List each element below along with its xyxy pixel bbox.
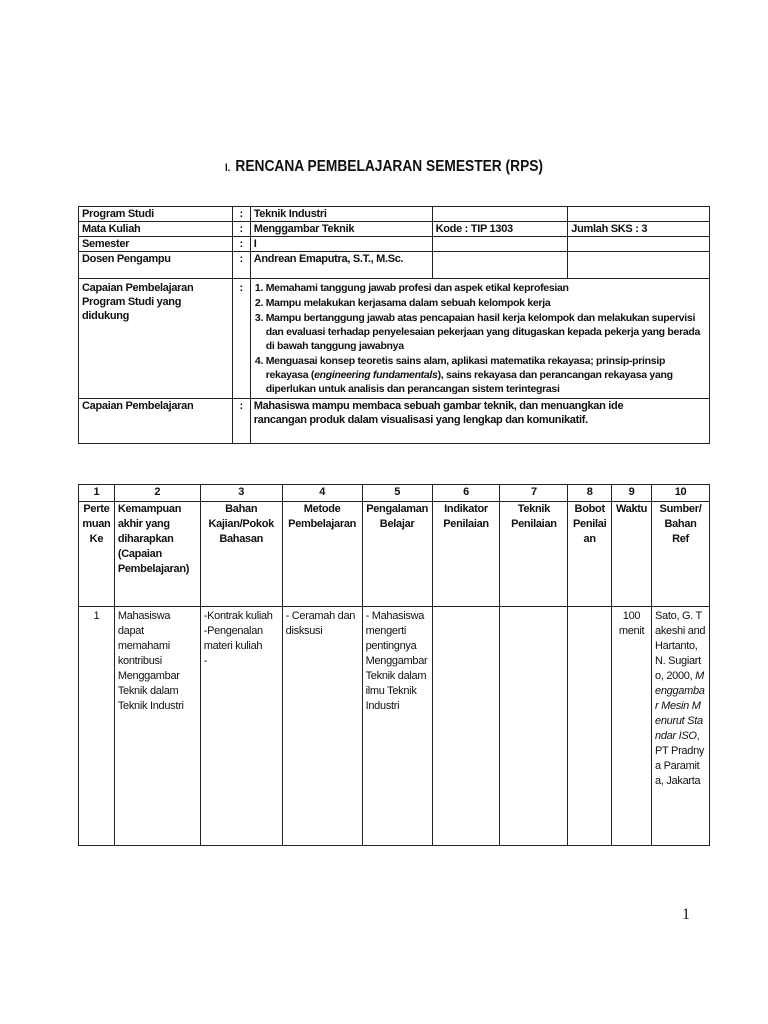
empty-cell <box>432 237 568 252</box>
cell-waktu: 100 menit <box>612 607 652 846</box>
value-semester: I <box>250 237 432 252</box>
label-program-studi: Program Studi <box>79 207 233 222</box>
row-cpl <box>79 279 710 399</box>
schedule-table <box>78 484 710 846</box>
header-waktu: Waktu <box>612 502 652 607</box>
cpl-list-cell <box>250 279 709 399</box>
col-number: 4 <box>282 485 362 502</box>
sumber-publisher: , PT Pradnya Paramita, Jakarta <box>655 730 705 787</box>
header-pengalaman: Pengalaman Belajar <box>362 502 432 607</box>
cpl-item: 3. Mampu bertanggung jawab atas pencapaian hasil kerja kelompok dan melakukan supervisi dan evaluasi terhadap penyelesaian pekerjaan yang ditugaskan kepada pekerja yang berada di bawah tanggung jawabnya <box>266 311 706 353</box>
cell-sumber <box>652 607 710 846</box>
title-numeral: I. <box>224 162 231 174</box>
empty-cell <box>432 207 568 222</box>
col-number: 3 <box>200 485 282 502</box>
bahan-item: -Kontrak kuliah <box>203 610 273 622</box>
page-number: 1 <box>682 906 690 923</box>
row-program-studi <box>79 207 710 222</box>
label-mata-kuliah: Mata Kuliah <box>79 222 233 237</box>
col-number: 5 <box>362 485 432 502</box>
label-cp: Capaian Pembelajaran <box>79 399 233 444</box>
cell-kemampuan: Mahasiswa dapat memahami kontribusi Menggambar Teknik dalam Teknik Industri <box>114 607 200 846</box>
header-kemampuan: Kemampuan akhir yang diharapkan (Capaian Pembelajaran) <box>114 502 200 607</box>
cpl-item-4-rest: ), sains rekayasa dan perancangan rekayasa yang diperlukan untuk analisis dan perancangan sistem terintegrasi <box>265 369 673 395</box>
cpl-item-4-start: Menguasai konsep teoretis sains alam, aplikasi matematika rekayasa; prinsip-prinsip rekayasa ( <box>265 355 666 381</box>
colon: : <box>232 252 250 279</box>
table-row <box>79 607 710 846</box>
value-mata-kuliah: Menggambar Teknik <box>250 222 432 237</box>
value-program-studi: Teknik Industri <box>250 207 432 222</box>
value-cp: Mahasiswa mampu membaca sebuah gambar teknik, dan menuangkan ide rancangan produk dalam visualisasi yang lengkap dan komunikatif. <box>250 399 709 444</box>
kode-mata-kuliah: Kode : TIP 1303 <box>432 222 568 237</box>
colon: : <box>232 222 250 237</box>
colon: : <box>232 207 250 222</box>
row-mata-kuliah <box>79 222 710 237</box>
label-dosen: Dosen Pengampu <box>79 252 233 279</box>
cpl-item-4-italic: engineering fundamentals <box>314 369 438 381</box>
col-number: 10 <box>652 485 710 502</box>
header-teknik: Teknik Penilaian <box>500 502 568 607</box>
row-cp <box>79 399 710 444</box>
col-number: 9 <box>612 485 652 502</box>
col-number: 7 <box>500 485 568 502</box>
label-cpl: Capaian Pembelajaran Program Studi yang didukung <box>79 279 233 399</box>
col-number: 1 <box>79 485 115 502</box>
cpl-list <box>254 281 706 396</box>
sumber-book-title: Menggambar Mesin Menurut Standar ISO <box>655 670 705 742</box>
cpl-item: 2. Mampu melakukan kerjasama dalam sebuah kelompok kerja <box>266 296 706 310</box>
empty-cell <box>432 252 568 279</box>
label-semester: Semester <box>79 237 233 252</box>
header-bobot: Bobot Penilaian <box>568 502 612 607</box>
header-sumber: Sumber/ Bahan Ref <box>652 502 710 607</box>
cell-bobot <box>568 607 612 846</box>
cell-pertemuan: 1 <box>79 607 115 846</box>
col-number: 6 <box>432 485 500 502</box>
col-number: 2 <box>114 485 200 502</box>
cell-bahan <box>200 607 282 846</box>
cell-metode: - Ceramah dan disksusi <box>282 607 362 846</box>
sumber-authors: Sato, G. Takeshi and Hartanto, N. Sugiarto, 2000, <box>655 610 706 682</box>
row-semester <box>79 237 710 252</box>
cell-pengalaman: - Mahasiswa mengerti pentingnya Menggambar Teknik dalam ilmu Teknik Industri <box>362 607 432 846</box>
header-pertemuan: Pertemuan Ke <box>79 502 115 607</box>
value-dosen: Andrean Emaputra, S.T., M.Sc. <box>250 252 432 279</box>
header-metode: Metode Pembelajaran <box>282 502 362 607</box>
column-number-row <box>79 485 710 502</box>
colon: : <box>232 279 250 399</box>
row-dosen <box>79 252 710 279</box>
cell-teknik <box>500 607 568 846</box>
page-title <box>54 158 714 176</box>
colon: : <box>232 399 250 444</box>
col-number: 8 <box>568 485 612 502</box>
title-text: RENCANA PEMBELAJARAN SEMESTER (RPS) <box>235 158 544 175</box>
course-info-table <box>78 206 710 444</box>
jumlah-sks: Jumlah SKS : 3 <box>568 222 710 237</box>
empty-cell <box>568 237 710 252</box>
header-bahan: Bahan Kajian/Pokok Bahasan <box>200 502 282 607</box>
header-indikator: Indikator Penilaian <box>432 502 500 607</box>
cpl-item: 1. Memahami tanggung jawab profesi dan aspek etikal keprofesian <box>266 281 706 295</box>
empty-cell <box>568 252 710 279</box>
colon: : <box>232 237 250 252</box>
empty-cell <box>568 207 710 222</box>
column-header-row <box>79 502 710 607</box>
bahan-item: -Pengenalan materi kuliah <box>203 625 263 652</box>
cell-indikator <box>432 607 500 846</box>
cpl-item-4 <box>266 354 706 396</box>
bahan-item: - <box>203 655 208 667</box>
